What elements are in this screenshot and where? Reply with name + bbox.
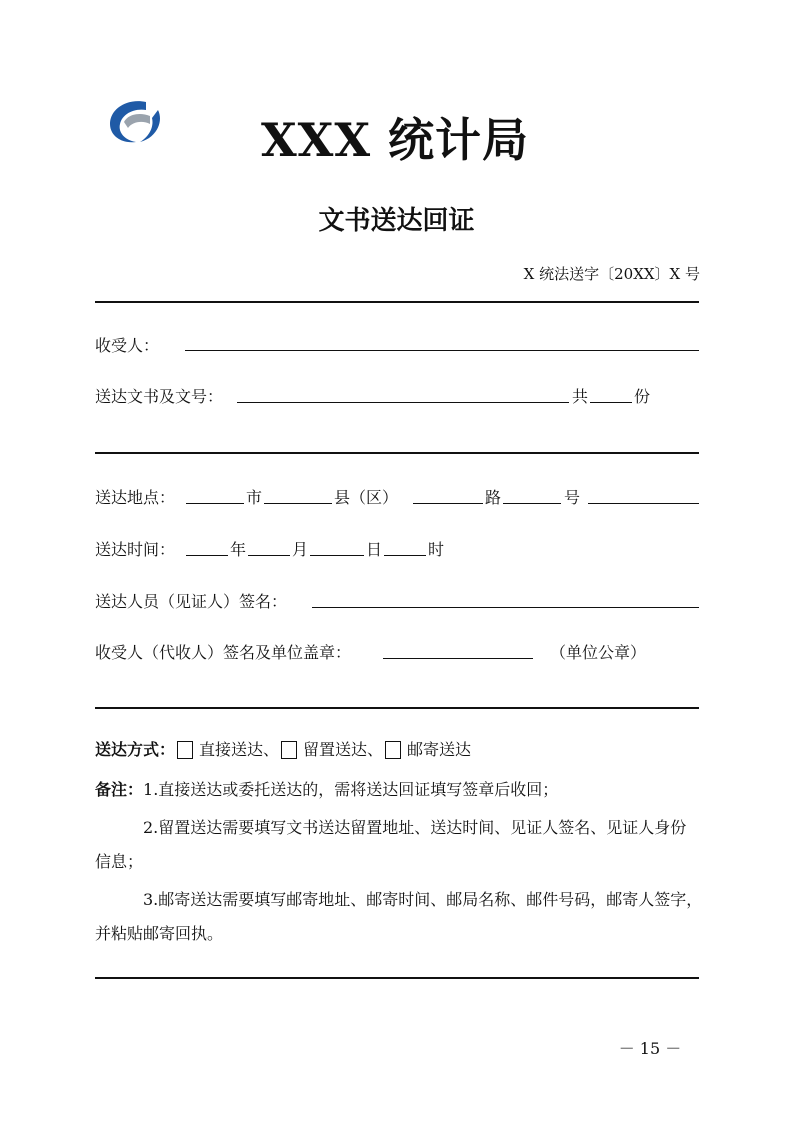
divider [95, 301, 699, 303]
copies-prefix: 共 [572, 387, 589, 406]
copies-suffix: 份 [634, 387, 651, 406]
note-item-3b: 并粘贴邮寄回执。 [95, 924, 224, 943]
time-day-label: 日 [366, 540, 383, 559]
org-title: XXX 统计局 [260, 113, 530, 167]
method-left-checkbox[interactable] [281, 741, 297, 759]
divider [95, 707, 699, 709]
divider [95, 977, 699, 979]
recipient-label: 收受人： [95, 336, 160, 355]
receiver-sign-label: 收受人（代收人）签名及单位盖章： [95, 643, 352, 662]
place-road-field[interactable] [413, 503, 483, 504]
place-county-label: 县（区） [334, 488, 399, 507]
note-item-2b: 信息； [95, 852, 144, 871]
method-direct-checkbox[interactable] [177, 741, 193, 759]
doc-number: X 统法送字〔20XX〕X 号 [523, 265, 700, 283]
place-city-field[interactable] [186, 503, 244, 504]
recipient-field[interactable] [185, 350, 699, 351]
time-label: 送达时间： [95, 540, 176, 559]
doc-name-field[interactable] [237, 402, 569, 403]
note-item-3a: 3.邮寄送达需要填写邮寄地址、邮寄时间、邮局名称、邮件号码，邮寄人签字， [143, 890, 703, 909]
method-direct-label: 直接送达、 [199, 740, 280, 759]
note-item-1: 1.直接送达或委托送达的，需将送达回证填写签章后收回； [143, 780, 559, 799]
deliverer-sign-field[interactable] [312, 607, 699, 608]
time-hour-field[interactable] [384, 555, 426, 556]
unit-seal-label: （单位公章） [550, 643, 647, 662]
deliverer-label: 送达人员（见证人）签名： [95, 592, 288, 611]
doc-title: 文书送达回证 [318, 206, 475, 236]
copies-field[interactable] [590, 402, 632, 403]
place-number-label: 号 [564, 488, 581, 507]
place-extra-field[interactable] [588, 503, 699, 504]
time-day-field[interactable] [310, 555, 364, 556]
note-item-2a: 2.留置送达需要填写文书送达留置地址、送达时间、见证人签名、见证人身份 [143, 818, 687, 837]
place-number-field[interactable] [503, 503, 561, 504]
time-year-field[interactable] [186, 555, 228, 556]
place-city-label: 市 [246, 488, 263, 507]
page-number: － 15 － [618, 1039, 682, 1058]
divider [95, 452, 699, 454]
method-label: 送达方式： [95, 740, 176, 759]
notes-label: 备注： [95, 780, 144, 799]
doc-name-label: 送达文书及文号： [95, 387, 224, 406]
time-month-label: 月 [292, 540, 309, 559]
method-mail-checkbox[interactable] [385, 741, 401, 759]
method-left-label: 留置送达、 [303, 740, 384, 759]
note-line-1 [95, 776, 558, 804]
bureau-logo-icon [106, 96, 164, 148]
time-month-field[interactable] [248, 555, 290, 556]
place-label: 送达地点： [95, 488, 176, 507]
time-year-label: 年 [230, 540, 247, 559]
method-row [95, 737, 471, 760]
place-road-label: 路 [485, 488, 502, 507]
receiver-sign-field[interactable] [383, 658, 533, 659]
place-county-field[interactable] [264, 503, 332, 504]
time-hour-label: 时 [428, 540, 445, 559]
method-mail-label: 邮寄送达 [407, 740, 472, 759]
